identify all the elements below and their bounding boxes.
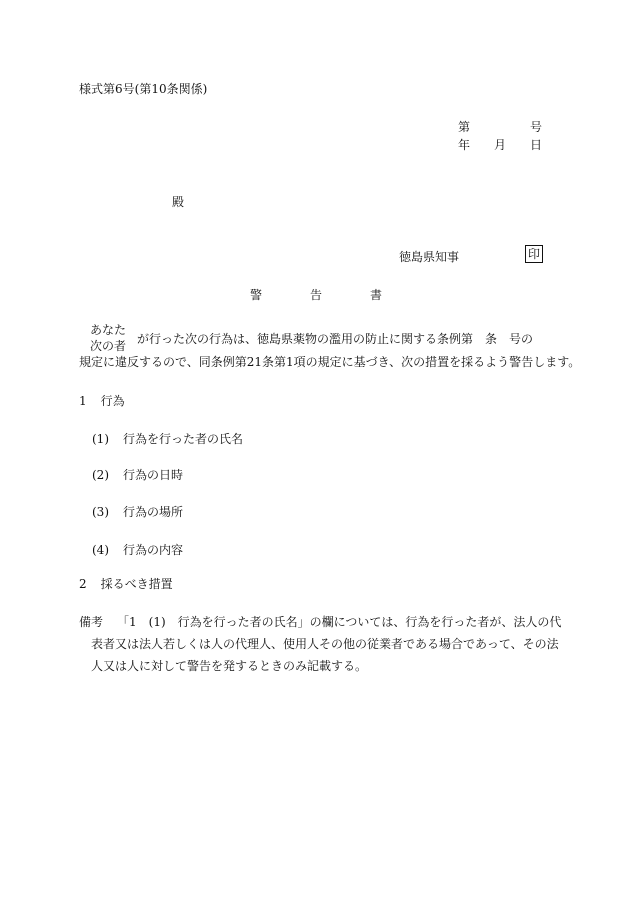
item-number: (1) <box>92 432 109 446</box>
form-number-title: 様式第6号(第10条関係) <box>79 82 208 96</box>
title-char-3: 書 <box>370 288 383 302</box>
remarks-line-3: 人又は人に対して警告を発するときのみ記載する。 <box>91 659 368 673</box>
body-text-line-2: 規定に違反するので、同条例第21条第1項の規定に基づき、次の措置を採るよう警告します。 <box>79 355 581 369</box>
remarks-label: 備考 <box>79 615 104 629</box>
list-item <box>92 541 183 558</box>
section-1-heading <box>79 392 125 409</box>
title-char-2: 告 <box>310 288 323 302</box>
list-item <box>92 503 183 520</box>
remarks-line-2: 表者又は法人若しくは人の代理人、使用人その他の従業者である場合であって、その法 <box>91 637 559 651</box>
item-number: (3) <box>92 505 109 519</box>
remarks-line-1 <box>79 613 561 630</box>
item-label: 行為の内容 <box>123 543 184 557</box>
section-2-heading <box>79 575 173 592</box>
body-text-line-1: が行った次の行為は、徳島県薬物の濫用の防止に関する条例第 条 号の <box>137 332 534 346</box>
date-year: 年 <box>458 138 471 152</box>
subject-choice <box>90 322 126 354</box>
item-number: (4) <box>92 543 109 557</box>
date-month: 月 <box>494 138 507 152</box>
subject-option-you: あなた <box>90 323 127 337</box>
subject-option-following-person: 次の者 <box>90 339 127 353</box>
section-1-number: 1 <box>79 394 87 408</box>
number-suffix: 号 <box>530 120 543 134</box>
addressee-suffix: 殿 <box>172 195 185 209</box>
item-label: 行為の場所 <box>123 505 184 519</box>
list-item <box>92 466 183 483</box>
title-char-1: 警 <box>250 288 263 302</box>
item-label: 行為を行った者の氏名 <box>123 432 244 446</box>
date-day: 日 <box>530 138 543 152</box>
section-2-title: 採るべき措置 <box>100 577 173 591</box>
issuer-governor: 徳島県知事 <box>399 250 460 264</box>
remarks-text-1: 「1 (1) 行為を行った者の氏名」の欄については、行為を行った者が、法人の代 <box>117 615 562 629</box>
item-label: 行為の日時 <box>123 468 184 482</box>
seal-mark: 印 <box>525 245 543 263</box>
number-prefix: 第 <box>458 120 471 134</box>
list-item <box>92 430 243 447</box>
item-number: (2) <box>92 468 109 482</box>
section-1-title: 行為 <box>100 394 125 408</box>
section-2-number: 2 <box>79 577 87 591</box>
